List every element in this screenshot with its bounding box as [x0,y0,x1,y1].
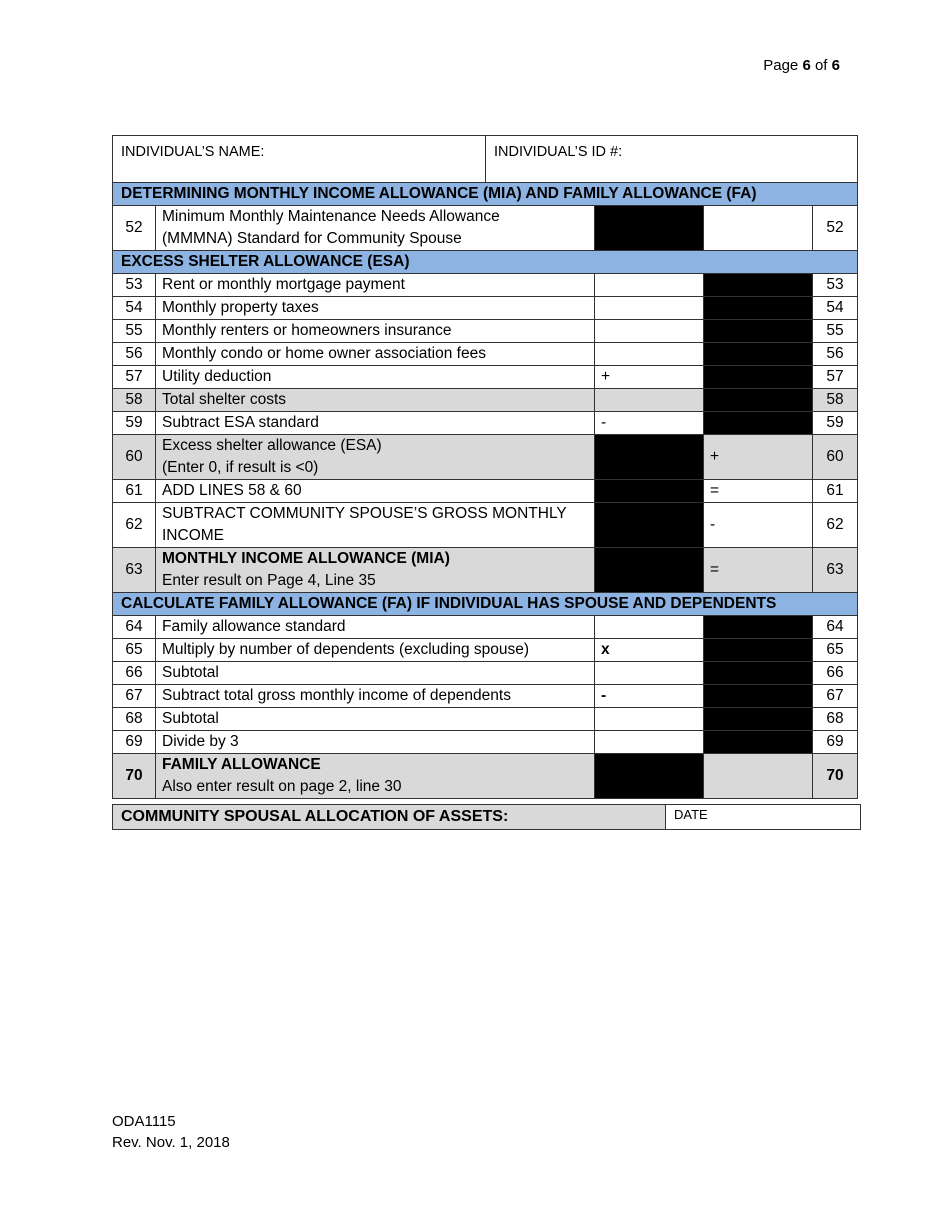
line-description [156,206,595,251]
amount-field[interactable] [595,616,704,639]
line-number-right: 61 [813,480,858,503]
form-line-67 [113,685,858,708]
amount-field[interactable]: + [595,366,704,389]
line-number-right: 58 [813,389,858,412]
form-line-55 [113,320,858,343]
blocked-cell [704,274,813,297]
blocked-cell [704,708,813,731]
individual-name-field[interactable]: INDIVIDUAL’S NAME: [113,136,486,183]
line-description [156,503,595,548]
asset-allocation-row [113,805,861,830]
line-number-right: 63 [813,548,858,593]
line-number: 62 [113,503,156,548]
blocked-cell [704,366,813,389]
line-description [156,754,595,799]
line-number: 70 [113,754,156,799]
line-description: Subtotal [156,708,595,731]
line-text-2: (MMMNA) Standard for Community Spouse [162,230,462,247]
line-text-1: Excess shelter allowance (ESA) [162,437,382,454]
blocked-cell [704,389,813,412]
asset-allocation-table [112,804,861,830]
form-line-58 [113,389,858,412]
line-number: 68 [113,708,156,731]
amount-field[interactable]: - [704,503,813,548]
section-header-fa [113,593,858,616]
form-line-69 [113,731,858,754]
blocked-cell [595,754,704,799]
blocked-cell [595,480,704,503]
section-title: DETERMINING MONTHLY INCOME ALLOWANCE (MIA) AND FAMILY ALLOWANCE (FA) [113,183,858,206]
line-description: Utility deduction [156,366,595,389]
form-line-65 [113,639,858,662]
amount-field[interactable] [595,297,704,320]
line-description: Divide by 3 [156,731,595,754]
page-of: of [814,57,828,74]
blocked-cell [704,616,813,639]
form-line-64 [113,616,858,639]
amount-field[interactable] [595,343,704,366]
amount-field[interactable] [595,731,704,754]
blocked-cell [595,206,704,251]
page-total: 6 [831,57,840,74]
line-number: 69 [113,731,156,754]
date-field[interactable]: DATE [666,805,861,830]
line-number: 61 [113,480,156,503]
line-description: Subtract total gross monthly income of dependents [156,685,595,708]
line-description: Multiply by number of dependents (excluding spouse) [156,639,595,662]
line-number-right: 55 [813,320,858,343]
line-number: 64 [113,616,156,639]
amount-field[interactable] [704,206,813,251]
amount-field[interactable]: - [595,685,704,708]
blocked-cell [704,685,813,708]
line-number: 56 [113,343,156,366]
revision-date: Rev. Nov. 1, 2018 [112,1134,230,1151]
line-description: Monthly property taxes [156,297,595,320]
line-description: ADD LINES 58 & 60 [156,480,595,503]
line-description: Family allowance standard [156,616,595,639]
blocked-cell [704,639,813,662]
individual-id-field[interactable]: INDIVIDUAL’S ID #: [486,136,858,183]
line-number-right: 67 [813,685,858,708]
line-text-2: INCOME [162,527,224,544]
line-description: Monthly condo or home owner association fees [156,343,595,366]
line-text-1: Minimum Monthly Maintenance Needs Allowance [162,208,500,225]
line-description: Subtract ESA standard [156,412,595,435]
line-number: 67 [113,685,156,708]
line-text-2: (Enter 0, if result is <0) [162,459,319,476]
line-number: 54 [113,297,156,320]
page-current: 6 [802,57,811,74]
line-text-2: Also enter result on page 2, line 30 [162,778,402,795]
line-text-1: SUBTRACT COMMUNITY SPOUSE’S GROSS MONTHLY [162,505,567,522]
amount-field[interactable] [595,389,704,412]
line-number-right: 52 [813,206,858,251]
line-description [156,548,595,593]
amount-field[interactable] [595,708,704,731]
blocked-cell [704,731,813,754]
amount-field[interactable]: x [595,639,704,662]
blocked-cell [595,435,704,480]
amount-field[interactable]: = [704,480,813,503]
form-id: ODA1115 [112,1113,176,1130]
blocked-cell [704,343,813,366]
form-line-54 [113,297,858,320]
line-number: 58 [113,389,156,412]
form-line-52 [113,206,858,251]
line-number-right: 69 [813,731,858,754]
section-header-esa [113,251,858,274]
section-header-mia-fa [113,183,858,206]
line-number-right: 53 [813,274,858,297]
line-number-right: 68 [813,708,858,731]
amount-field[interactable]: - [595,412,704,435]
form-line-53 [113,274,858,297]
section-title: CALCULATE FAMILY ALLOWANCE (FA) IF INDIVIDUAL HAS SPOUSE AND DEPENDENTS [113,593,858,616]
line-number-right: 54 [813,297,858,320]
page-label: Page [763,57,799,74]
amount-field[interactable]: + [704,435,813,480]
line-description: Rent or monthly mortgage payment [156,274,595,297]
line-number: 52 [113,206,156,251]
form-line-59 [113,412,858,435]
line-description: Subtotal [156,662,595,685]
form-line-56 [113,343,858,366]
section-title: EXCESS SHELTER ALLOWANCE (ESA) [113,251,858,274]
line-number: 63 [113,548,156,593]
line-number-right: 62 [813,503,858,548]
form-line-63 [113,548,858,593]
form-line-70 [113,754,858,799]
line-number-right: 59 [813,412,858,435]
blocked-cell [595,548,704,593]
line-description: Monthly renters or homeowners insurance [156,320,595,343]
line-number-right: 56 [813,343,858,366]
amount-field[interactable]: = [704,548,813,593]
footer [112,1111,230,1153]
line-number: 57 [113,366,156,389]
line-number-right: 66 [813,662,858,685]
amount-field[interactable] [595,274,704,297]
form-line-68 [113,708,858,731]
line-text-1: FAMILY ALLOWANCE [162,756,321,773]
allowance-form-table [112,135,858,799]
line-description: Total shelter costs [156,389,595,412]
header-row [113,136,858,183]
line-text-1: MONTHLY INCOME ALLOWANCE (MIA) [162,550,450,567]
form-line-57 [113,366,858,389]
page-number [763,57,840,74]
blocked-cell [704,320,813,343]
form-line-61 [113,480,858,503]
blocked-cell [704,662,813,685]
amount-field[interactable] [704,754,813,799]
line-number: 53 [113,274,156,297]
asset-allocation-title: COMMUNITY SPOUSAL ALLOCATION OF ASSETS: [113,805,666,830]
line-number-right: 57 [813,366,858,389]
form-line-66 [113,662,858,685]
line-number-right: 60 [813,435,858,480]
line-number-right: 70 [813,754,858,799]
line-number: 55 [113,320,156,343]
blocked-cell [704,297,813,320]
blocked-cell [595,503,704,548]
line-number: 66 [113,662,156,685]
line-number: 65 [113,639,156,662]
line-number-right: 64 [813,616,858,639]
amount-field[interactable] [595,662,704,685]
line-number: 59 [113,412,156,435]
line-number: 60 [113,435,156,480]
form-line-62 [113,503,858,548]
line-description [156,435,595,480]
form-line-60 [113,435,858,480]
amount-field[interactable] [595,320,704,343]
line-text-2: Enter result on Page 4, Line 35 [162,572,376,589]
blocked-cell [704,412,813,435]
line-number-right: 65 [813,639,858,662]
